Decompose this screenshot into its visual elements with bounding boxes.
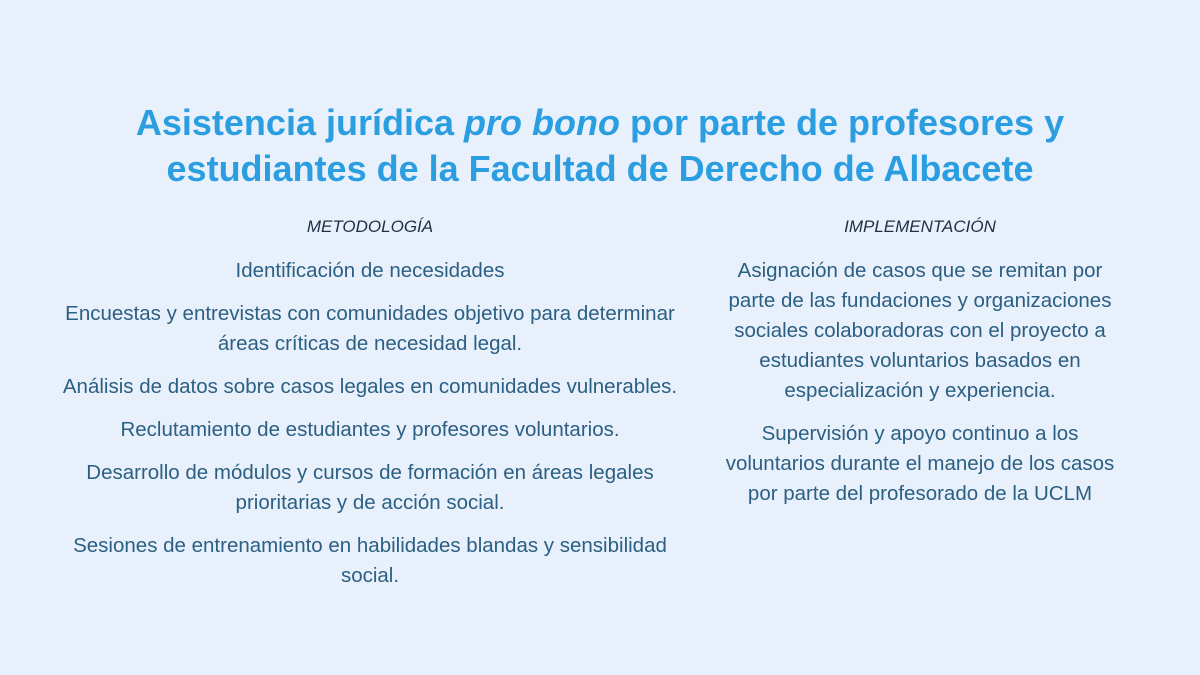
title-italic: pro bono [464,102,620,143]
implementation-column [720,212,1120,522]
methodology-item: Análisis de datos sobre casos legales en comunidades vulnerables. [62,375,678,398]
methodology-item: Identificación de necesidades [235,259,505,282]
implementation-heading: IMPLEMENTACIÓN [844,217,996,236]
methodology-item: Desarrollo de módulos y cursos de formación en áreas legales prioritarias y de acción social. [86,461,654,514]
methodology-item: Encuestas y entrevistas con comunidades objetivo para determinar áreas críticas de necesidad legal. [65,302,675,355]
slide-title [60,100,1140,192]
methodology-heading: METODOLOGÍA [306,217,434,236]
title-part-1: Asistencia jurídica [135,102,465,143]
implementation-item: Supervisión y apoyo continuo a los voluntarios durante el manejo de los casos por parte del profesorado de la UCLM [725,422,1115,505]
methodology-item: Sesiones de entrenamiento en habilidades blandas y sensibilidad social. [73,534,667,587]
implementation-item: Asignación de casos que se remitan por parte de las fundaciones y organizaciones sociales colaboradoras con el proyecto a estudiantes voluntarios basados en especialización y experiencia. [728,259,1112,402]
title-part-2: por parte de profesores y estudiantes de la Facultad de Derecho de Albacete [166,102,1065,189]
methodology-column [60,212,680,604]
methodology-item: Reclutamiento de estudiantes y profesores voluntarios. [120,418,620,441]
